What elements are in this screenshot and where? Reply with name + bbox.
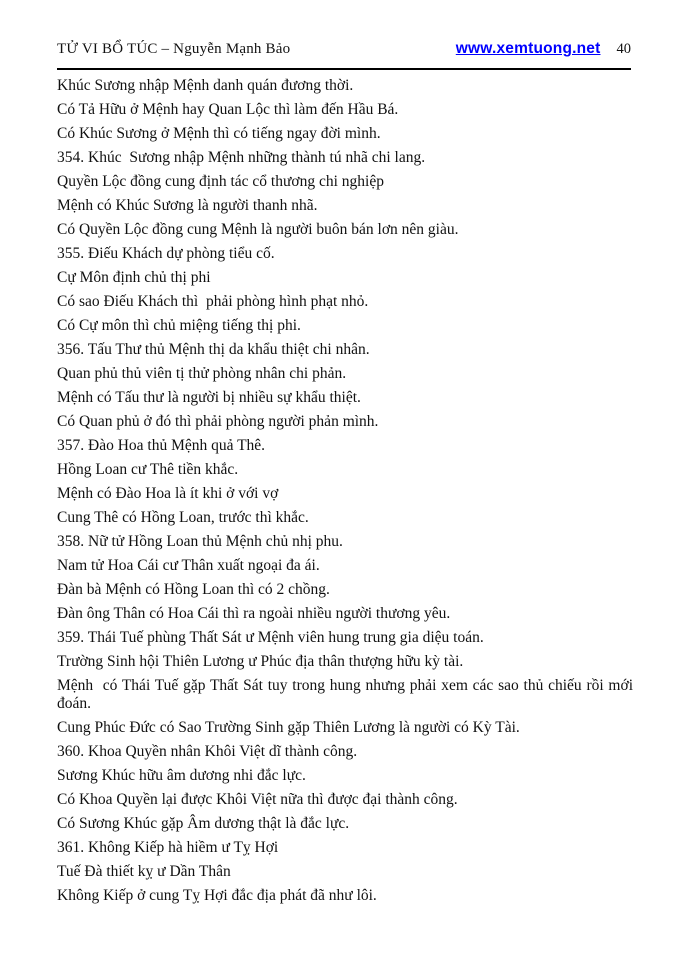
body-paragraph: Đàn ông Thân có Hoa Cái thì ra ngoài nhiều người thương yêu. <box>57 605 451 622</box>
page-number: 40 <box>616 41 631 57</box>
header-right <box>456 40 631 58</box>
body-paragraph: 361. Không Kiếp hà hiềm ư Tỵ Hợi <box>57 838 279 856</box>
body-paragraph: Mệnh có Đào Hoa là ít khi ở với vợ <box>57 485 279 502</box>
body-paragraph: Quan phủ thủ viên tị thử phòng nhân chi phản. <box>57 365 347 382</box>
body-paragraph: Khúc Sương nhập Mệnh danh quán đương thời. <box>57 77 354 94</box>
website-link[interactable]: www.xemtuong.net <box>455 40 601 57</box>
body-paragraph: Mệnh có Khúc Sương là người thanh nhã. <box>57 197 318 214</box>
body-paragraph: Tuế Đà thiết kỵ ư Dần Thân <box>57 862 231 880</box>
book-title: TỬ VI BỔ TÚC – Nguyễn Mạnh Bảo <box>57 41 291 57</box>
header-divider <box>57 68 631 70</box>
body-paragraph: 358. Nữ tử Hồng Loan thủ Mệnh chủ nhị phu. <box>57 533 343 550</box>
body-paragraph: Mệnh có Tấu thư là người bị nhiều sự khẩu thiệt. <box>57 389 361 406</box>
body-paragraph: Cung Thê có Hồng Loan, trước thì khắc. <box>57 509 309 526</box>
body-paragraph: Hồng Loan cư Thê tiền khắc. <box>57 461 239 478</box>
body-paragraph: Có Cự môn thì chủ miệng tiếng thị phi. <box>57 317 301 334</box>
body-paragraph: Có Quyền Lộc đồng cung Mệnh là người buôn bán lơn nên giàu. <box>57 221 459 238</box>
body-paragraph: Đàn bà Mệnh có Hồng Loan thì có 2 chồng. <box>57 581 330 598</box>
body-paragraph: Có Tả Hữu ở Mệnh hay Quan Lộc thì làm đến Hầu Bá. <box>57 101 399 118</box>
body-paragraph: Có Sương Khúc gặp Âm dương thật là đắc lực. <box>57 814 350 832</box>
body-paragraph: 360. Khoa Quyền nhân Khôi Việt dĩ thành công. <box>57 742 358 760</box>
body-paragraph: Cung Phúc Đức có Sao Trường Sinh gặp Thiên Lương là người có Kỳ Tài. <box>57 718 520 736</box>
body-paragraph: 356. Tấu Thư thủ Mệnh thị da khẩu thiệt chi nhân. <box>57 341 370 358</box>
body-paragraph: Có Khoa Quyền lại được Khôi Việt nữa thì được đại thành công. <box>57 790 458 808</box>
body-text <box>57 77 637 911</box>
body-paragraph: 355. Điếu Khách dự phòng tiểu cố. <box>57 245 275 262</box>
body-paragraph: Có Quan phủ ở đó thì phải phòng người phản mình. <box>57 413 379 430</box>
body-paragraph: Không Kiếp ở cung Tỵ Hợi đắc địa phát đã như lôi. <box>57 886 377 904</box>
body-paragraph: Quyền Lộc đồng cung định tác cổ thương chi nghiệp <box>57 173 384 190</box>
body-paragraph: Sương Khúc hữu âm dương nhi đắc lực. <box>57 766 306 784</box>
body-paragraph: Cự Môn định chủ thị phi <box>57 269 211 286</box>
body-paragraph: Có sao Điếu Khách thì phải phòng hình phạt nhỏ. <box>57 293 369 310</box>
body-paragraph: 354. Khúc Sương nhập Mệnh những thành tú nhã chi lang. <box>57 149 426 166</box>
body-paragraph: Mệnh có Thái Tuế gặp Thất Sát tuy trong hung nhưng phải xem các sao thủ chiếu rồi mới đoán. <box>57 677 637 712</box>
page-header <box>57 40 631 58</box>
body-paragraph: Có Khúc Sương ở Mệnh thì có tiếng ngay đời mình. <box>57 125 381 142</box>
body-paragraph: Trường Sinh hội Thiên Lương ư Phúc địa thân thượng hữu kỳ tài. <box>57 653 464 670</box>
body-paragraph: 359. Thái Tuế phùng Thất Sát ư Mệnh viên hung trung gia diệu toán. <box>57 629 484 646</box>
body-paragraph: Nam tử Hoa Cái cư Thân xuất ngoại đa ái. <box>57 557 320 574</box>
body-paragraph: 357. Đào Hoa thủ Mệnh quả Thê. <box>57 437 266 454</box>
